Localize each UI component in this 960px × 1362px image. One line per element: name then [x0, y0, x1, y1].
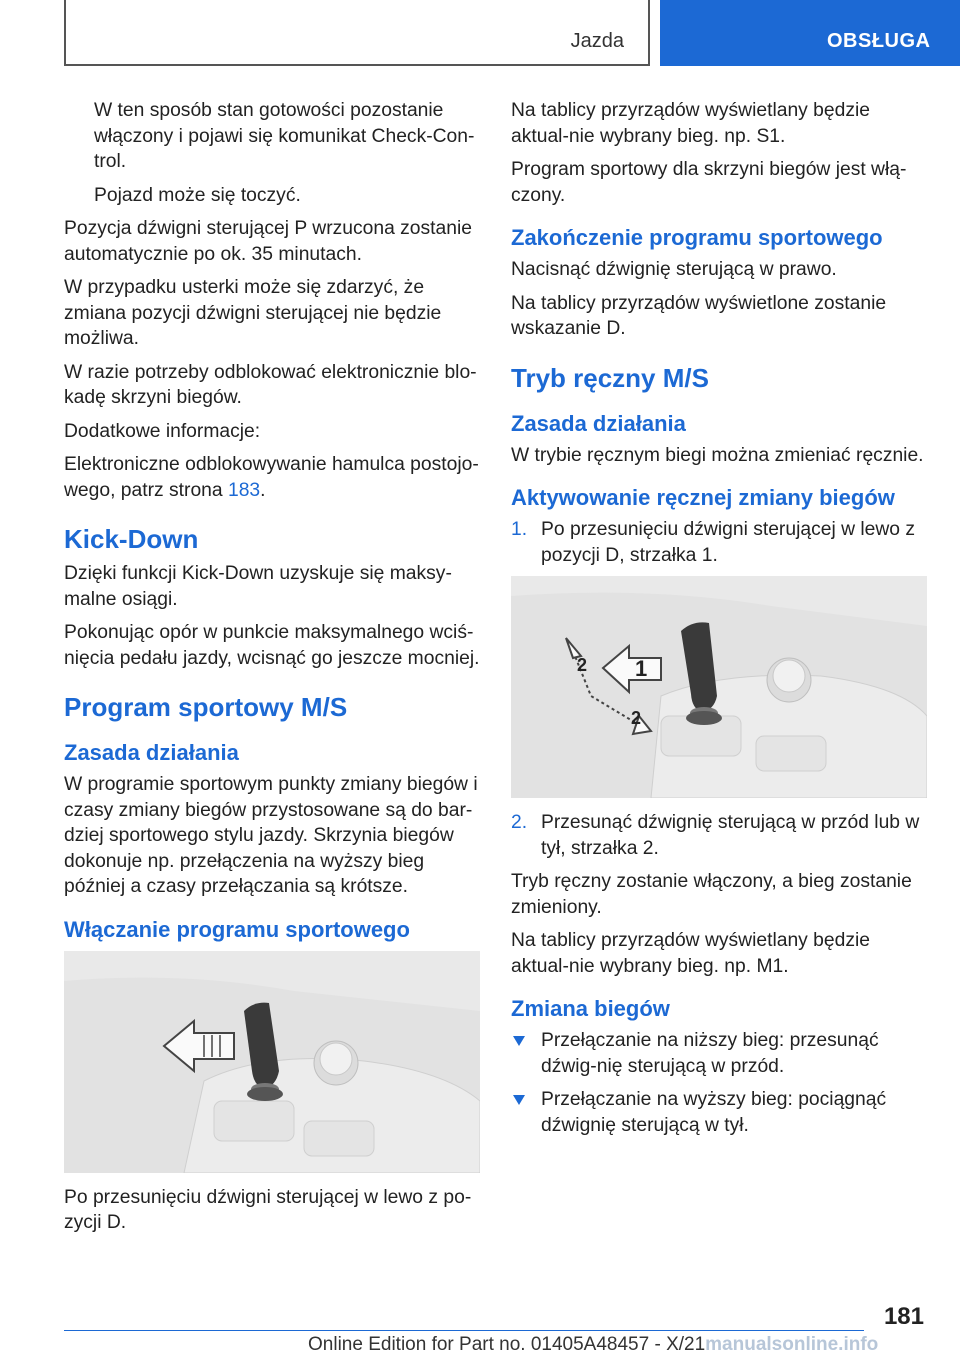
- list-item: [511, 1087, 924, 1138]
- page-header: [0, 0, 960, 66]
- arrow-label-2-top: 2: [577, 655, 588, 675]
- list-item: [511, 1028, 924, 1079]
- heading-principle: Zasada działania: [64, 740, 239, 765]
- list-item: [511, 810, 924, 861]
- bullet-list: [511, 1028, 924, 1138]
- chapter-tab: OBSŁUGA: [660, 0, 960, 66]
- left-column: [64, 98, 480, 1244]
- paragraph: Dzięki funkcji Kick-Down uzyskuje się maksy-malne osiągi.: [64, 563, 452, 610]
- paragraph: W przypadku usterki może się zdarzyć, że zmiana pozycji dźwigni sterującej nie będzie możliwa.: [64, 277, 442, 349]
- heading-principle: Zasada działania: [511, 410, 686, 436]
- page-reference-link[interactable]: 183: [227, 479, 261, 501]
- heading-end-sport: Zakończenie programu sportowego: [511, 225, 883, 250]
- paragraph: Dodatkowe informacje:: [64, 420, 261, 442]
- triangle-bullet-icon: [513, 1095, 525, 1105]
- step-text: Po przesunięciu dźwigni sterującej w lewo z pozycji D, strzałka 1.: [541, 519, 916, 566]
- page-number: 181: [883, 1303, 924, 1330]
- paragraph: Na tablicy przyrządów wyświetlone zostanie wskazanie D.: [511, 292, 887, 339]
- right-column: [511, 98, 924, 1146]
- heading-manual-mode: Tryb ręczny M/S: [511, 362, 709, 393]
- heading-activate-sport: Włączanie programu sportowego: [64, 916, 410, 942]
- paragraph: Pokonując opór w punkcie maksymalnego wciś-nięcia pedału jazdy, wcisnąć go jeszcze mocniej.: [64, 622, 480, 669]
- paragraph-text: Elektroniczne odblokowywanie hamulca postojo-wego, patrz strona: [64, 454, 479, 501]
- paragraph: Nacisnąć dźwignię sterującą w prawo.: [511, 259, 837, 280]
- footer-watermark: manualsonline.info: [705, 1334, 879, 1355]
- header-frame: [64, 0, 650, 66]
- paragraph: W trybie ręcznym biegi można zmieniać ręcznie.: [511, 444, 924, 466]
- paragraph: Program sportowy dla skrzyni biegów jest włą-czony.: [511, 159, 907, 206]
- paragraph: W programie sportowym punkty zmiany biegów i czasy zmiany biegów przystosowane są do bar-dziej sportowego stylu jazdy. Skrzynia biegów dokonuje np. przełączenia na wyższy bieg później a czasy przełączania są krótsze.: [64, 774, 478, 897]
- bullet-text: Przełączanie na niższy bieg: przesunąć dźwig-nię sterującą w przód.: [541, 1030, 879, 1077]
- list-item: [511, 517, 924, 568]
- heading-kick-down: Kick-Down: [64, 524, 199, 554]
- paragraph: Na tablicy przyrządów wyświetlany będzie aktual-nie wybrany bieg. np. M1.: [511, 930, 870, 977]
- paragraph: Tryb ręczny zostanie włączony, a bieg zostanie zmieniony.: [511, 871, 912, 918]
- arrow-label-1: 1: [635, 656, 648, 681]
- paragraph-end: .: [260, 479, 266, 501]
- gear-lever-figure-left: [64, 951, 480, 1173]
- heading-activate-manual: Aktywowanie ręcznej zmiany biegów: [511, 485, 895, 510]
- arrow-label-2-bottom: 2: [631, 708, 642, 728]
- footer-edition: Online Edition for Part no. 01405A48457 - X/21: [308, 1334, 706, 1355]
- heading-gear-change: Zmiana biegów: [511, 996, 670, 1021]
- paragraph: Pozycja dźwigni sterującej P wrzucona zostanie automatycznie po ok. 35 minutach.: [64, 218, 472, 265]
- heading-sport-program: Program sportowy M/S: [64, 692, 348, 722]
- step-text: Przesunąć dźwignię sterującą w przód lub w tył, strzałka 2.: [541, 812, 920, 859]
- footer: [308, 1334, 878, 1356]
- gear-lever-figure-right: [511, 576, 927, 798]
- step-number: 2.: [511, 812, 528, 833]
- paragraph: Na tablicy przyrządów wyświetlany będzie aktual-nie wybrany bieg. np. S1.: [511, 100, 870, 147]
- triangle-bullet-icon: [513, 1036, 525, 1046]
- paragraph: W razie potrzeby odblokować elektronicznie blo-kadę skrzyni biegów.: [64, 361, 477, 408]
- paragraph-with-link: [64, 452, 480, 503]
- step-number: 1.: [511, 519, 528, 540]
- footer-divider: [64, 1330, 864, 1331]
- paragraph: W ten sposób stan gotowości pozostanie włączony i pojawi się komunikat Check-Con-trol.: [94, 100, 475, 172]
- section-title: Jazda: [570, 30, 624, 52]
- paragraph: Pojazd może się toczyć.: [94, 184, 301, 206]
- bullet-text: Przełączanie na wyższy bieg: pociągnąć dźwignię sterującą w tył.: [541, 1089, 887, 1136]
- steps-list: [511, 517, 924, 568]
- figure-caption: Po przesunięciu dźwigni sterującej w lewo z po-zycji D.: [64, 1186, 472, 1233]
- steps-list: [511, 810, 924, 861]
